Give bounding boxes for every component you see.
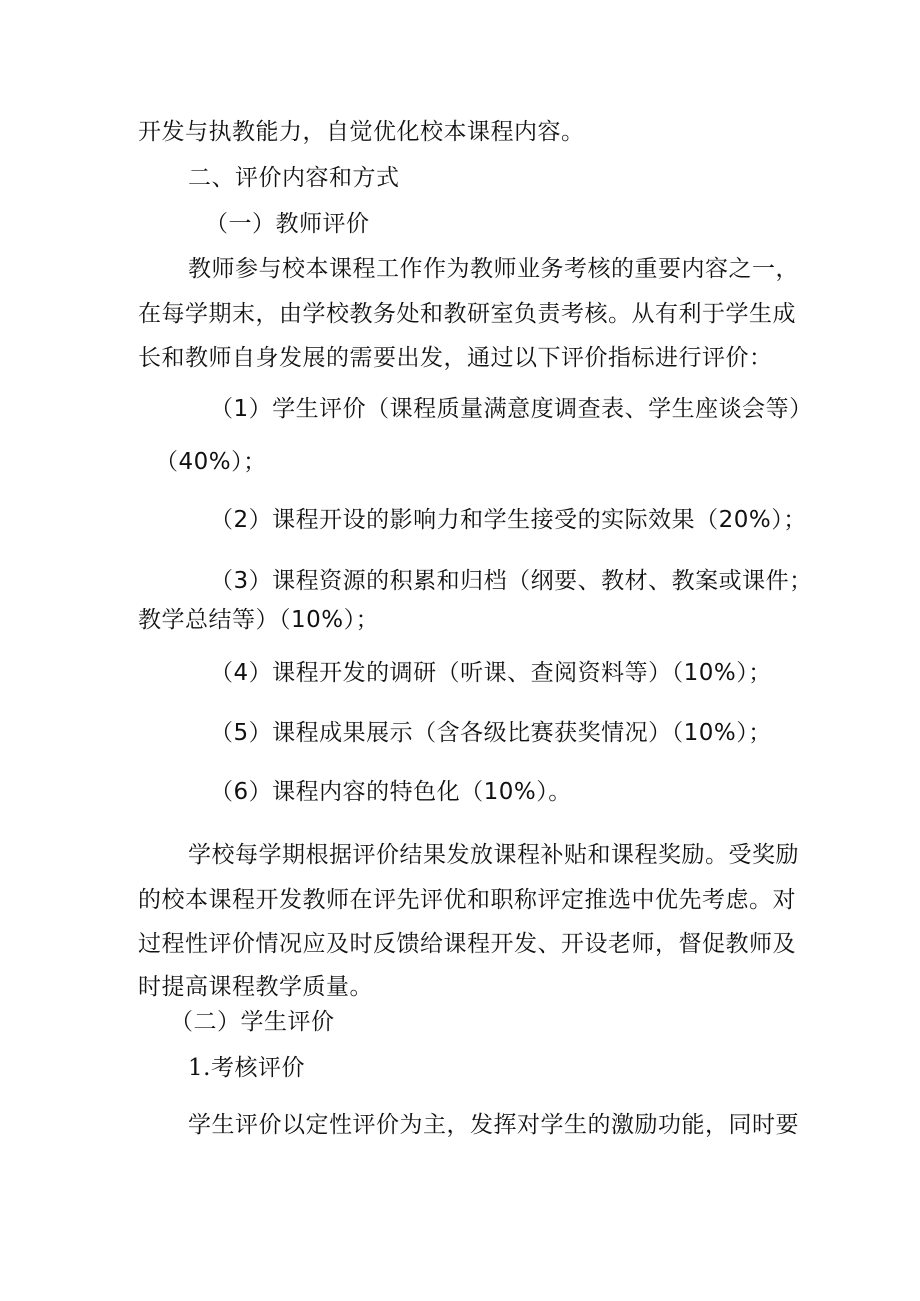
paragraph-line: 学校每学期根据评价结果发放课程补贴和课程奖励。受奖励 <box>188 842 799 868</box>
paragraph-line: 学生评价以定性评价为主，发挥对学生的激励功能，同时要 <box>188 1112 799 1138</box>
subsection-heading: （一）教师评价 <box>205 211 370 237</box>
list-item: （2）课程开设的影响力和学生接受的实际效果（20%）； <box>210 507 807 533</box>
paragraph-line: 开发与执教能力，自觉优化校本课程内容。 <box>138 119 585 145</box>
list-item-continuation: 教学总结等）（10%）； <box>138 607 380 633</box>
paragraph-line: 的校本课程开发教师在评先评优和职称评定推选中优先考虑。对 <box>138 887 796 913</box>
list-item: （4）课程开发的调研（听课、查阅资料等）（10%）； <box>210 660 772 686</box>
subsection-heading: （二）学生评价 <box>170 1009 335 1035</box>
paragraph-line: 过程性评价情况应及时反馈给课程开发、开设老师，督促教师及 <box>138 931 796 957</box>
list-item: （1）学生评价（课程质量满意度调查表、学生座谈会等） <box>210 396 813 422</box>
paragraph-line: 时提高课程教学质量。 <box>138 974 373 1000</box>
subsubsection-heading: 1.考核评价 <box>188 1055 305 1081</box>
list-item: （5）课程成果展示（含各级比赛获奖情况）（10%）； <box>210 720 772 746</box>
paragraph-line: 在每学期末，由学校教务处和教研室负责考核。从有利于学生成 <box>138 301 796 327</box>
paragraph-line: 教师参与校本课程工作作为教师业务考核的重要内容之一， <box>188 256 799 282</box>
paragraph-line: 长和教师自身发展的需要出发，通过以下评价指标进行评价： <box>138 345 773 371</box>
list-item-continuation: （40%）； <box>155 449 267 475</box>
list-item: （6）课程内容的特色化（10%）。 <box>210 779 572 805</box>
list-item: （3）课程资源的积累和归档（纲要、教材、教案或课件； <box>210 568 813 594</box>
section-heading: 二、评价内容和方式 <box>188 165 400 191</box>
